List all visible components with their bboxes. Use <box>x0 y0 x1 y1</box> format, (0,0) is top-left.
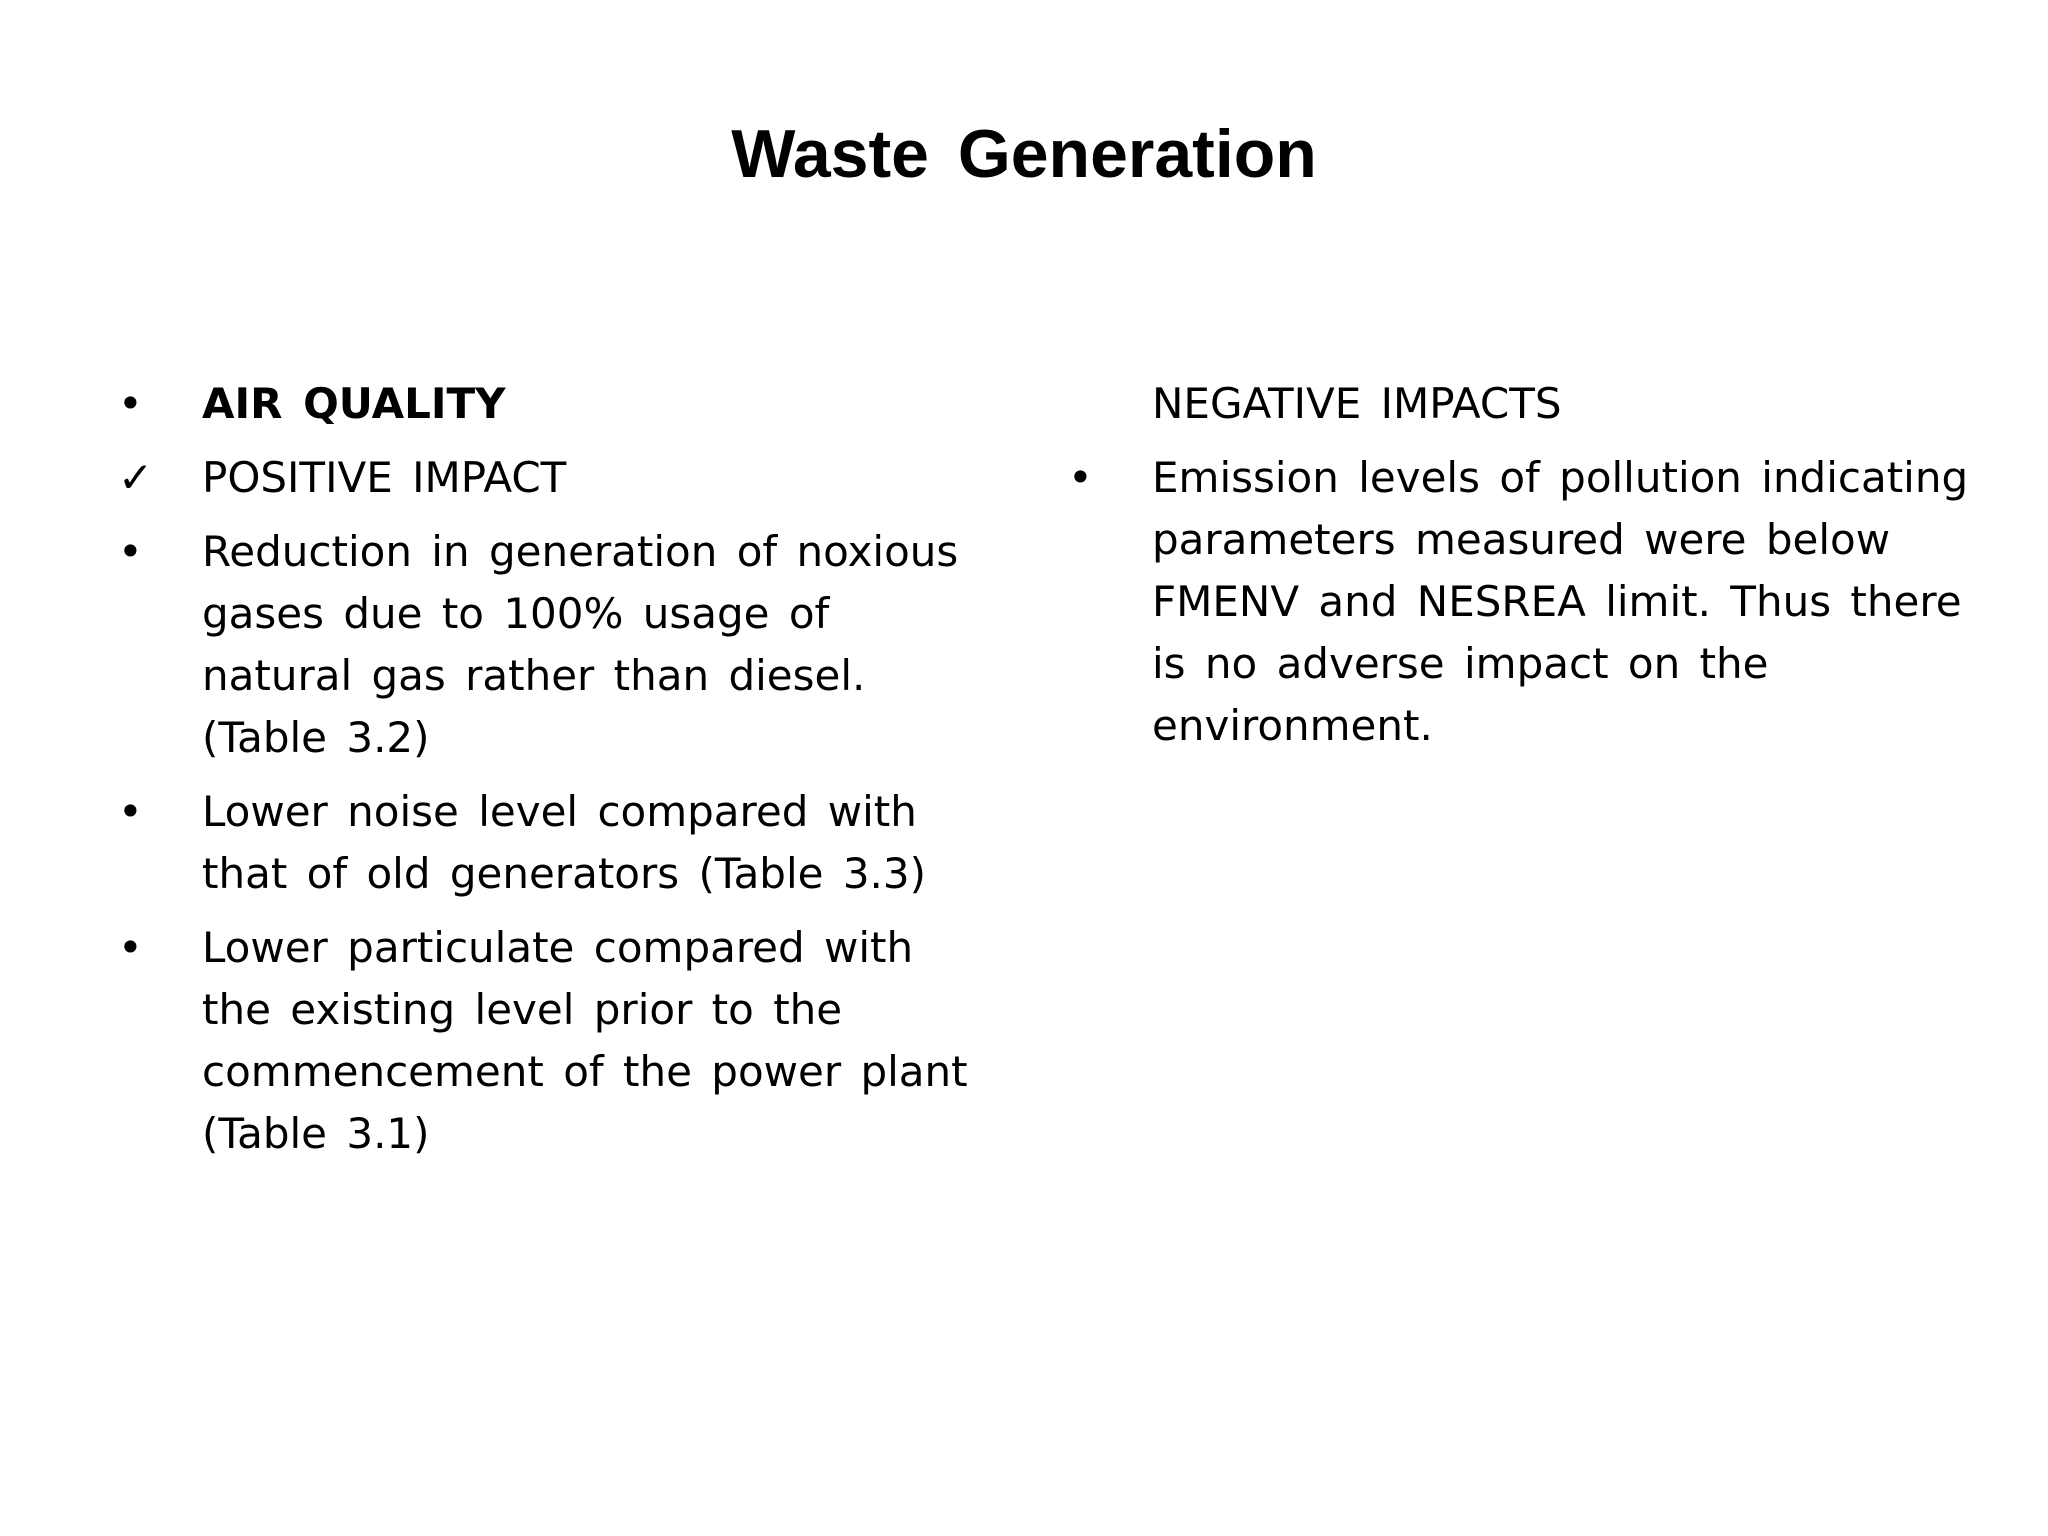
right-column <box>1068 373 1998 769</box>
positive-impact-heading: POSITIVE IMPACT <box>202 453 567 502</box>
noxious-gases-text: Reduction in generation of noxious gases due to 100% usage of natural gas rather than diesel. (Table 3.2) <box>202 527 959 762</box>
list-item-noxious-gases <box>118 521 998 769</box>
checkmark-icon: ✓ <box>118 453 154 502</box>
section-heading-air-quality: AIR QUALITY <box>202 379 506 428</box>
bullet-icon: • <box>118 787 143 836</box>
list-item-particulate <box>118 917 998 1165</box>
slide-title: Waste Generation <box>731 116 1317 192</box>
bullet-icon: • <box>118 923 143 972</box>
list-item-negative-impacts <box>1068 373 1998 435</box>
list-item-emission-levels <box>1068 447 1998 757</box>
bullet-icon: • <box>1068 453 1093 502</box>
particulate-text: Lower particulate compared with the existing level prior to the commencement of the power plant (Table 3.1) <box>202 923 968 1158</box>
list-item-noise-level <box>118 781 998 905</box>
negative-impacts-heading: NEGATIVE IMPACTS <box>1152 379 1562 428</box>
noise-level-text: Lower noise level compared with that of old generators (Table 3.3) <box>202 787 927 898</box>
bullet-icon: • <box>118 527 143 576</box>
bullet-icon: • <box>118 379 143 428</box>
list-item-air-quality <box>118 373 998 435</box>
emission-levels-text: Emission levels of pollution indicating parameters measured were below FMENV and NESREA limit. Thus there is no adverse impact on the environment. <box>1152 453 1969 750</box>
left-column <box>118 373 998 1177</box>
list-item-positive-impact <box>118 447 998 509</box>
